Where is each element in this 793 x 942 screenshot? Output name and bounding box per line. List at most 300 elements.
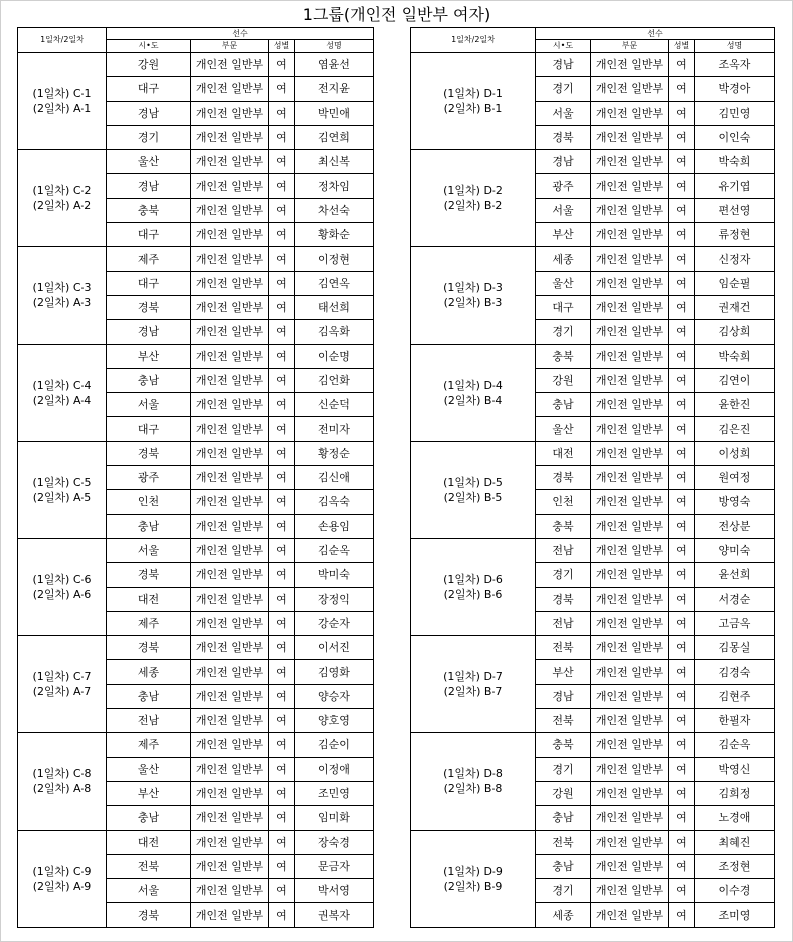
player-name: 방영숙 bbox=[695, 490, 775, 514]
player-name: 김연이 bbox=[695, 368, 775, 392]
player-gender: 여 bbox=[269, 563, 295, 587]
player-division: 개인전 일반부 bbox=[591, 198, 669, 222]
player-division: 개인전 일반부 bbox=[591, 344, 669, 368]
player-region: 경기 bbox=[536, 77, 591, 101]
header-division: 부문 bbox=[191, 40, 269, 53]
player-division: 개인전 일반부 bbox=[591, 77, 669, 101]
player-division: 개인전 일반부 bbox=[591, 660, 669, 684]
player-division: 개인전 일반부 bbox=[591, 879, 669, 903]
player-region: 인천 bbox=[536, 490, 591, 514]
player-division: 개인전 일반부 bbox=[191, 587, 269, 611]
player-gender: 여 bbox=[669, 466, 695, 490]
player-name: 이순명 bbox=[295, 344, 374, 368]
header-row-top bbox=[411, 28, 775, 40]
player-row bbox=[18, 733, 374, 757]
player-division: 개인전 일반부 bbox=[191, 538, 269, 562]
player-region: 제주 bbox=[107, 247, 191, 271]
player-region: 전북 bbox=[536, 830, 591, 854]
header-day-label: 1일차/2일차 bbox=[411, 28, 536, 53]
player-division: 개인전 일반부 bbox=[591, 150, 669, 174]
player-gender: 여 bbox=[269, 611, 295, 635]
player-division: 개인전 일반부 bbox=[591, 320, 669, 344]
player-division: 개인전 일반부 bbox=[191, 660, 269, 684]
player-gender: 여 bbox=[669, 247, 695, 271]
player-division: 개인전 일반부 bbox=[591, 684, 669, 708]
player-name: 류정현 bbox=[695, 223, 775, 247]
player-gender: 여 bbox=[669, 538, 695, 562]
day1-group-label: (1일차) D-6 bbox=[443, 573, 503, 587]
header-region: 시•도 bbox=[107, 40, 191, 53]
player-name: 황정순 bbox=[295, 441, 374, 465]
player-gender: 여 bbox=[269, 77, 295, 101]
player-region: 충북 bbox=[536, 344, 591, 368]
player-gender: 여 bbox=[669, 441, 695, 465]
day2-group-label: (2일차) B-2 bbox=[443, 199, 503, 213]
player-division: 개인전 일반부 bbox=[591, 830, 669, 854]
player-gender: 여 bbox=[669, 125, 695, 149]
player-gender: 여 bbox=[669, 320, 695, 344]
player-name: 서경순 bbox=[695, 587, 775, 611]
player-name: 황화순 bbox=[295, 223, 374, 247]
player-name: 박영신 bbox=[695, 757, 775, 781]
player-gender: 여 bbox=[269, 587, 295, 611]
group-pair-cell bbox=[411, 733, 536, 830]
day2-group-label: (2일차) A-9 bbox=[32, 879, 92, 893]
player-row bbox=[411, 733, 775, 757]
player-division: 개인전 일반부 bbox=[191, 757, 269, 781]
day1-group-label: (1일차) C-3 bbox=[32, 281, 92, 295]
player-division: 개인전 일반부 bbox=[591, 636, 669, 660]
player-division: 개인전 일반부 bbox=[191, 344, 269, 368]
player-row bbox=[411, 636, 775, 660]
player-division: 개인전 일반부 bbox=[591, 514, 669, 538]
player-gender: 여 bbox=[669, 514, 695, 538]
day2-group-label: (2일차) B-6 bbox=[443, 588, 503, 602]
player-region: 충남 bbox=[107, 514, 191, 538]
day1-group-label: (1일차) D-7 bbox=[443, 670, 503, 684]
player-region: 충남 bbox=[107, 684, 191, 708]
player-region: 경남 bbox=[107, 320, 191, 344]
group-pair-cell bbox=[411, 53, 536, 150]
header-player-group: 선수 bbox=[536, 28, 775, 40]
player-gender: 여 bbox=[269, 514, 295, 538]
player-region: 서울 bbox=[107, 393, 191, 417]
player-name: 문금자 bbox=[295, 854, 374, 878]
player-division: 개인전 일반부 bbox=[591, 247, 669, 271]
player-gender: 여 bbox=[269, 660, 295, 684]
day1-group-label: (1일차) C-1 bbox=[32, 87, 92, 101]
player-gender: 여 bbox=[669, 198, 695, 222]
day2-group-label: (2일차) B-9 bbox=[443, 879, 503, 893]
player-region: 대구 bbox=[107, 271, 191, 295]
player-region: 부산 bbox=[536, 660, 591, 684]
player-row bbox=[18, 53, 374, 77]
player-region: 제주 bbox=[107, 611, 191, 635]
header-name: 성명 bbox=[295, 40, 374, 53]
player-gender: 여 bbox=[269, 223, 295, 247]
player-gender: 여 bbox=[669, 101, 695, 125]
player-gender: 여 bbox=[269, 636, 295, 660]
player-gender: 여 bbox=[269, 757, 295, 781]
player-region: 경남 bbox=[107, 101, 191, 125]
player-division: 개인전 일반부 bbox=[191, 830, 269, 854]
player-region: 전남 bbox=[107, 709, 191, 733]
player-region: 대구 bbox=[107, 223, 191, 247]
player-gender: 여 bbox=[269, 854, 295, 878]
header-gender: 성별 bbox=[269, 40, 295, 53]
player-gender: 여 bbox=[669, 150, 695, 174]
player-division: 개인전 일반부 bbox=[191, 854, 269, 878]
player-division: 개인전 일반부 bbox=[591, 587, 669, 611]
day1-group-label: (1일차) D-9 bbox=[443, 864, 503, 878]
player-region: 대구 bbox=[536, 295, 591, 319]
player-division: 개인전 일반부 bbox=[591, 466, 669, 490]
player-region: 서울 bbox=[536, 198, 591, 222]
player-name: 박숙희 bbox=[695, 344, 775, 368]
player-name: 김경숙 bbox=[695, 660, 775, 684]
header-player-group: 선수 bbox=[107, 28, 374, 40]
player-region: 서울 bbox=[536, 101, 591, 125]
player-gender: 여 bbox=[669, 223, 695, 247]
player-row bbox=[18, 441, 374, 465]
player-name: 이서진 bbox=[295, 636, 374, 660]
player-name: 임순필 bbox=[695, 271, 775, 295]
player-region: 부산 bbox=[536, 223, 591, 247]
player-region: 울산 bbox=[107, 757, 191, 781]
group-pair-cell bbox=[18, 733, 107, 830]
group-pair-cell bbox=[411, 441, 536, 538]
player-region: 부산 bbox=[107, 781, 191, 805]
player-gender: 여 bbox=[269, 271, 295, 295]
schedule-table-right bbox=[410, 27, 775, 928]
player-name: 양승자 bbox=[295, 684, 374, 708]
player-division: 개인전 일반부 bbox=[591, 709, 669, 733]
player-region: 울산 bbox=[536, 271, 591, 295]
player-division: 개인전 일반부 bbox=[591, 563, 669, 587]
day1-group-label: (1일차) D-3 bbox=[443, 281, 503, 295]
player-division: 개인전 일반부 bbox=[591, 368, 669, 392]
player-region: 인천 bbox=[107, 490, 191, 514]
player-name: 김영화 bbox=[295, 660, 374, 684]
player-row bbox=[18, 247, 374, 271]
player-name: 이정현 bbox=[295, 247, 374, 271]
player-division: 개인전 일반부 bbox=[191, 441, 269, 465]
player-name: 권복자 bbox=[295, 903, 374, 927]
day1-group-label: (1일차) D-8 bbox=[443, 767, 503, 781]
header-name: 성명 bbox=[695, 40, 775, 53]
player-gender: 여 bbox=[669, 174, 695, 198]
header-gender: 성별 bbox=[669, 40, 695, 53]
player-name: 차선숙 bbox=[295, 198, 374, 222]
player-gender: 여 bbox=[669, 393, 695, 417]
player-region: 대전 bbox=[536, 441, 591, 465]
player-gender: 여 bbox=[269, 903, 295, 927]
player-gender: 여 bbox=[669, 417, 695, 441]
player-gender: 여 bbox=[269, 393, 295, 417]
player-row bbox=[411, 441, 775, 465]
player-region: 전남 bbox=[536, 538, 591, 562]
day1-group-label: (1일차) C-2 bbox=[32, 184, 92, 198]
player-division: 개인전 일반부 bbox=[591, 854, 669, 878]
player-gender: 여 bbox=[269, 830, 295, 854]
player-name: 정차임 bbox=[295, 174, 374, 198]
day2-group-label: (2일차) A-8 bbox=[32, 782, 92, 796]
player-name: 신순덕 bbox=[295, 393, 374, 417]
player-gender: 여 bbox=[269, 879, 295, 903]
player-division: 개인전 일반부 bbox=[191, 563, 269, 587]
player-region: 전북 bbox=[536, 636, 591, 660]
day2-group-label: (2일차) B-1 bbox=[443, 102, 503, 116]
day1-group-label: (1일차) C-5 bbox=[32, 475, 92, 489]
group-pair-cell bbox=[18, 830, 107, 927]
player-name: 김현주 bbox=[695, 684, 775, 708]
player-gender: 여 bbox=[269, 417, 295, 441]
day1-group-label: (1일차) C-4 bbox=[32, 378, 92, 392]
player-gender: 여 bbox=[269, 368, 295, 392]
player-gender: 여 bbox=[269, 733, 295, 757]
player-name: 김연희 bbox=[295, 125, 374, 149]
player-region: 대구 bbox=[107, 77, 191, 101]
player-region: 전북 bbox=[536, 709, 591, 733]
player-division: 개인전 일반부 bbox=[191, 320, 269, 344]
player-division: 개인전 일반부 bbox=[191, 368, 269, 392]
player-row bbox=[18, 344, 374, 368]
player-name: 조정현 bbox=[695, 854, 775, 878]
player-gender: 여 bbox=[269, 174, 295, 198]
player-name: 김옥화 bbox=[295, 320, 374, 344]
player-division: 개인전 일반부 bbox=[191, 223, 269, 247]
player-row bbox=[18, 636, 374, 660]
day1-group-label: (1일차) D-5 bbox=[443, 475, 503, 489]
player-name: 김은진 bbox=[695, 417, 775, 441]
player-name: 이정애 bbox=[295, 757, 374, 781]
player-gender: 여 bbox=[269, 806, 295, 830]
player-region: 경북 bbox=[107, 295, 191, 319]
header-row-top bbox=[18, 28, 374, 40]
player-division: 개인전 일반부 bbox=[591, 806, 669, 830]
player-gender: 여 bbox=[269, 125, 295, 149]
player-division: 개인전 일반부 bbox=[591, 441, 669, 465]
player-region: 강원 bbox=[536, 368, 591, 392]
day1-group-label: (1일차) C-6 bbox=[32, 573, 92, 587]
player-division: 개인전 일반부 bbox=[591, 538, 669, 562]
player-name: 박서영 bbox=[295, 879, 374, 903]
player-region: 전남 bbox=[536, 611, 591, 635]
player-row bbox=[18, 150, 374, 174]
player-name: 박숙희 bbox=[695, 150, 775, 174]
player-division: 개인전 일반부 bbox=[191, 636, 269, 660]
player-region: 서울 bbox=[107, 879, 191, 903]
player-row bbox=[18, 830, 374, 854]
player-division: 개인전 일반부 bbox=[591, 757, 669, 781]
player-division: 개인전 일반부 bbox=[591, 490, 669, 514]
player-region: 강원 bbox=[107, 53, 191, 77]
player-name: 장숙경 bbox=[295, 830, 374, 854]
day2-group-label: (2일차) B-7 bbox=[443, 685, 503, 699]
group-pair-cell bbox=[411, 150, 536, 247]
player-gender: 여 bbox=[269, 150, 295, 174]
player-region: 경기 bbox=[107, 125, 191, 149]
day1-group-label: (1일차) C-9 bbox=[32, 864, 92, 878]
player-region: 경북 bbox=[107, 563, 191, 587]
player-gender: 여 bbox=[269, 466, 295, 490]
player-region: 서울 bbox=[107, 538, 191, 562]
group-pair-cell bbox=[411, 247, 536, 344]
player-name: 김신애 bbox=[295, 466, 374, 490]
player-region: 경기 bbox=[536, 320, 591, 344]
player-division: 개인전 일반부 bbox=[191, 198, 269, 222]
player-row bbox=[411, 344, 775, 368]
player-gender: 여 bbox=[669, 77, 695, 101]
player-division: 개인전 일반부 bbox=[191, 611, 269, 635]
player-division: 개인전 일반부 bbox=[591, 417, 669, 441]
player-gender: 여 bbox=[669, 781, 695, 805]
player-region: 경북 bbox=[107, 636, 191, 660]
day1-group-label: (1일차) C-7 bbox=[32, 670, 92, 684]
player-region: 충남 bbox=[536, 854, 591, 878]
player-row bbox=[411, 150, 775, 174]
player-region: 경기 bbox=[536, 563, 591, 587]
day2-group-label: (2일차) B-5 bbox=[443, 490, 503, 504]
player-region: 제주 bbox=[107, 733, 191, 757]
player-name: 이인숙 bbox=[695, 125, 775, 149]
player-division: 개인전 일반부 bbox=[591, 733, 669, 757]
player-name: 전미자 bbox=[295, 417, 374, 441]
player-region: 전북 bbox=[107, 854, 191, 878]
player-division: 개인전 일반부 bbox=[191, 77, 269, 101]
player-name: 전상분 bbox=[695, 514, 775, 538]
player-name: 양미숙 bbox=[695, 538, 775, 562]
player-division: 개인전 일반부 bbox=[191, 271, 269, 295]
player-division: 개인전 일반부 bbox=[191, 733, 269, 757]
player-division: 개인전 일반부 bbox=[191, 150, 269, 174]
player-region: 대구 bbox=[107, 417, 191, 441]
player-region: 충남 bbox=[107, 368, 191, 392]
day2-group-label: (2일차) A-5 bbox=[32, 490, 92, 504]
player-name: 원여정 bbox=[695, 466, 775, 490]
player-name: 윤선희 bbox=[695, 563, 775, 587]
group-pair-cell bbox=[411, 538, 536, 635]
player-region: 세종 bbox=[536, 247, 591, 271]
player-gender: 여 bbox=[669, 368, 695, 392]
player-name: 이수경 bbox=[695, 879, 775, 903]
player-division: 개인전 일반부 bbox=[591, 611, 669, 635]
player-gender: 여 bbox=[269, 101, 295, 125]
player-gender: 여 bbox=[269, 490, 295, 514]
player-division: 개인전 일반부 bbox=[191, 466, 269, 490]
player-gender: 여 bbox=[669, 660, 695, 684]
player-division: 개인전 일반부 bbox=[191, 247, 269, 271]
player-name: 편선영 bbox=[695, 198, 775, 222]
player-gender: 여 bbox=[269, 198, 295, 222]
player-division: 개인전 일반부 bbox=[191, 101, 269, 125]
player-name: 태선희 bbox=[295, 295, 374, 319]
player-name: 고금옥 bbox=[695, 611, 775, 635]
player-row bbox=[411, 53, 775, 77]
player-gender: 여 bbox=[269, 781, 295, 805]
player-gender: 여 bbox=[669, 806, 695, 830]
player-gender: 여 bbox=[669, 903, 695, 927]
player-row bbox=[411, 830, 775, 854]
player-name: 장정익 bbox=[295, 587, 374, 611]
player-name: 김순옥 bbox=[695, 733, 775, 757]
player-gender: 여 bbox=[669, 879, 695, 903]
page-title: 1그룹(개인전 일반부 여자) bbox=[302, 5, 491, 24]
player-name: 조미영 bbox=[695, 903, 775, 927]
player-region: 경북 bbox=[536, 587, 591, 611]
player-gender: 여 bbox=[269, 344, 295, 368]
player-name: 최신복 bbox=[295, 150, 374, 174]
player-division: 개인전 일반부 bbox=[191, 781, 269, 805]
day2-group-label: (2일차) A-4 bbox=[32, 393, 92, 407]
player-name: 김상희 bbox=[695, 320, 775, 344]
player-division: 개인전 일반부 bbox=[191, 125, 269, 149]
player-name: 전지윤 bbox=[295, 77, 374, 101]
player-gender: 여 bbox=[269, 441, 295, 465]
player-division: 개인전 일반부 bbox=[191, 903, 269, 927]
player-region: 부산 bbox=[107, 344, 191, 368]
player-region: 충남 bbox=[536, 393, 591, 417]
header-division: 부문 bbox=[591, 40, 669, 53]
player-region: 경남 bbox=[536, 684, 591, 708]
group-pair-cell bbox=[18, 150, 107, 247]
player-gender: 여 bbox=[669, 295, 695, 319]
player-name: 김연옥 bbox=[295, 271, 374, 295]
player-name: 신정자 bbox=[695, 247, 775, 271]
player-region: 대전 bbox=[107, 830, 191, 854]
group-pair-cell bbox=[411, 344, 536, 441]
player-name: 박경아 bbox=[695, 77, 775, 101]
player-division: 개인전 일반부 bbox=[591, 125, 669, 149]
player-gender: 여 bbox=[669, 684, 695, 708]
player-gender: 여 bbox=[269, 320, 295, 344]
player-region: 경북 bbox=[107, 441, 191, 465]
day2-group-label: (2일차) B-8 bbox=[443, 782, 503, 796]
player-gender: 여 bbox=[269, 247, 295, 271]
player-name: 한필자 bbox=[695, 709, 775, 733]
player-gender: 여 bbox=[669, 757, 695, 781]
group-pair-cell bbox=[411, 830, 536, 927]
day2-group-label: (2일차) B-3 bbox=[443, 296, 503, 310]
player-division: 개인전 일반부 bbox=[591, 174, 669, 198]
player-row bbox=[18, 538, 374, 562]
player-gender: 여 bbox=[669, 636, 695, 660]
player-row bbox=[411, 247, 775, 271]
player-gender: 여 bbox=[269, 53, 295, 77]
player-name: 김순이 bbox=[295, 733, 374, 757]
player-region: 경기 bbox=[536, 879, 591, 903]
player-gender: 여 bbox=[669, 854, 695, 878]
player-name: 조옥자 bbox=[695, 53, 775, 77]
player-name: 강순자 bbox=[295, 611, 374, 635]
player-name: 김민영 bbox=[695, 101, 775, 125]
group-pair-cell bbox=[18, 441, 107, 538]
day2-group-label: (2일차) B-4 bbox=[443, 393, 503, 407]
player-division: 개인전 일반부 bbox=[591, 223, 669, 247]
player-name: 임미화 bbox=[295, 806, 374, 830]
player-gender: 여 bbox=[269, 538, 295, 562]
player-gender: 여 bbox=[669, 587, 695, 611]
player-region: 광주 bbox=[536, 174, 591, 198]
day1-group-label: (1일차) D-4 bbox=[443, 378, 503, 392]
player-division: 개인전 일반부 bbox=[191, 417, 269, 441]
player-division: 개인전 일반부 bbox=[191, 53, 269, 77]
player-name: 양호영 bbox=[295, 709, 374, 733]
group-pair-cell bbox=[18, 344, 107, 441]
player-name: 김순옥 bbox=[295, 538, 374, 562]
header-region: 시•도 bbox=[536, 40, 591, 53]
player-gender: 여 bbox=[669, 611, 695, 635]
